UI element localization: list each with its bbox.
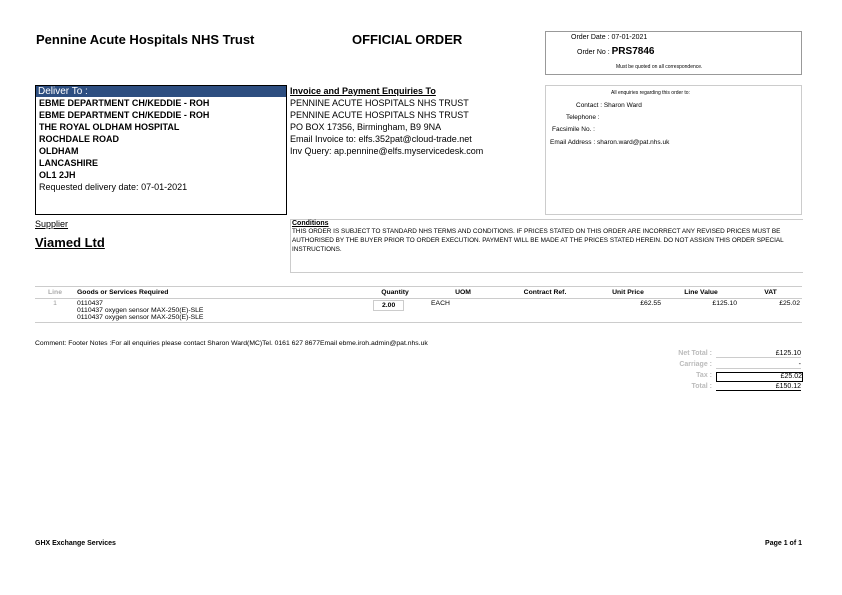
requested-delivery-date: Requested delivery date: 07-01-2021: [39, 182, 188, 192]
conditions-text: THIS ORDER IS SUBJECT TO STANDARD NHS TERMS AND CONDITIONS. IF PRICES STATED ON THIS ORDER ARE INCORRECT ANY REVISED PRICES MUST BE AUTHORISED BY THE BUYER PRIOR TO ORDER EXECUTION. PAYMENT WILL BE MADE AT THE PRICES STATED HEREIN. DO NOT ASSIGN THIS ORDER SPECIAL INSTRUCTIONS.: [292, 228, 784, 253]
contract-ref-cell: [497, 299, 593, 323]
totals-block: [640, 350, 802, 394]
col-header-vat: VAT: [739, 287, 802, 299]
contact-fax: Facsimile No. :: [552, 126, 595, 133]
order-date: [571, 34, 647, 41]
deliver-line: EBME DEPARTMENT CH/KEDDIE - ROH: [39, 110, 210, 120]
document-title: OFFICIAL ORDER: [352, 32, 463, 47]
goods-code: 0110437: [77, 300, 103, 307]
col-header-quantity: Quantity: [361, 287, 429, 299]
order-date-label: Order Date :: [571, 34, 610, 41]
contact-box: [545, 85, 802, 215]
quantity-value: 2.00: [373, 300, 404, 311]
deliver-line: ROCHDALE ROAD: [39, 134, 119, 144]
supplier-label: Supplier: [35, 219, 69, 229]
invoice-enquiries: [290, 85, 545, 157]
col-header-goods: Goods or Services Required: [75, 287, 361, 299]
order-number: [577, 46, 654, 57]
vat-cell: £25.02: [739, 299, 802, 323]
col-header-contract-ref: Contract Ref.: [497, 287, 593, 299]
supplier-name: Viamed Ltd: [35, 235, 105, 250]
deliver-line: OL1 2JH: [39, 170, 76, 180]
deliver-line: EBME DEPARTMENT CH/KEDDIE - ROH: [39, 98, 210, 108]
unit-price-cell: £62.55: [593, 299, 663, 323]
table-row: [35, 299, 802, 323]
tax-value: £25.02: [716, 372, 803, 382]
contact-email: Email Address : sharon.ward@pat.nhs.uk: [550, 139, 670, 146]
deliver-line: LANCASHIRE: [39, 158, 99, 168]
goods-description: [75, 299, 361, 323]
order-number-value: PRS7846: [611, 46, 655, 57]
tax-row: [640, 372, 802, 383]
invoice-email: Email Invoice to: elfs.352pat@cloud-trade.net: [290, 134, 472, 144]
trust-name: Pennine Acute Hospitals NHS Trust: [36, 32, 255, 47]
contact-name: Contact : Sharon Ward: [576, 102, 642, 109]
goods-desc-line: 0110437 oxygen sensor MAX-250(E)-SLE: [77, 314, 204, 321]
col-header-uom: UOM: [429, 287, 497, 299]
net-total-row: [640, 350, 802, 361]
grand-total-row: [640, 383, 802, 394]
grand-total-label: Total :: [691, 383, 712, 390]
tax-label: Tax :: [696, 372, 712, 379]
grand-total-value: £150.12: [716, 383, 801, 391]
invoice-line: PENNINE ACUTE HOSPITALS NHS TRUST: [290, 110, 469, 120]
deliver-line: THE ROYAL OLDHAM HOSPITAL: [39, 122, 180, 132]
order-number-label: Order No :: [577, 49, 610, 56]
table-header-row: [35, 287, 802, 299]
order-date-value: 07-01-2021: [611, 34, 648, 41]
deliver-address: [36, 97, 286, 181]
invoice-heading: Invoice and Payment Enquiries To: [290, 86, 436, 96]
order-number-note: Must be quoted on all correspondence.: [616, 64, 703, 70]
net-total-label: Net Total :: [678, 350, 712, 357]
conditions-box: [290, 219, 803, 273]
col-header-line-value: Line Value: [663, 287, 739, 299]
col-header-unit-price: Unit Price: [593, 287, 663, 299]
invoice-line: PO BOX 17356, Birmingham, B9 9NA: [290, 122, 442, 132]
net-total-value: £125.10: [716, 350, 801, 358]
quantity-cell: [361, 299, 429, 323]
deliver-line: OLDHAM: [39, 146, 79, 156]
col-header-line: Line: [35, 287, 75, 299]
contact-telephone: Telephone :: [566, 114, 600, 121]
deliver-to-heading: Deliver To :: [36, 86, 286, 97]
page-number: Page 1 of 1: [765, 540, 802, 547]
invoice-query: Inv Query: ap.pennine@elfs.myservicedesk.com: [290, 146, 484, 156]
carriage-value: -: [716, 361, 801, 369]
goods-desc-line: 0110437 oxygen sensor MAX-250(E)-SLE: [77, 307, 204, 314]
deliver-to-box: [35, 85, 287, 215]
invoice-line: PENNINE ACUTE HOSPITALS NHS TRUST: [290, 98, 469, 108]
conditions-heading: Conditions: [292, 220, 329, 227]
line-value-cell: £125.10: [663, 299, 739, 323]
contact-heading: All enquiries regarding this order to:: [611, 90, 690, 96]
footer-comment: Comment: Footer Notes :For all enquiries please contact Sharon Ward(MC)Tel. 0161 627 8677Email ebme.iroh.admin@pat.nhs.uk: [35, 340, 428, 347]
order-info-box: [545, 31, 802, 75]
footer-provider: GHX Exchange Services: [35, 540, 116, 547]
uom-cell: EACH: [429, 299, 497, 323]
carriage-label: Carriage :: [679, 361, 712, 368]
line-number: 1: [35, 299, 75, 323]
carriage-row: [640, 361, 802, 372]
order-items-table: [35, 286, 802, 323]
